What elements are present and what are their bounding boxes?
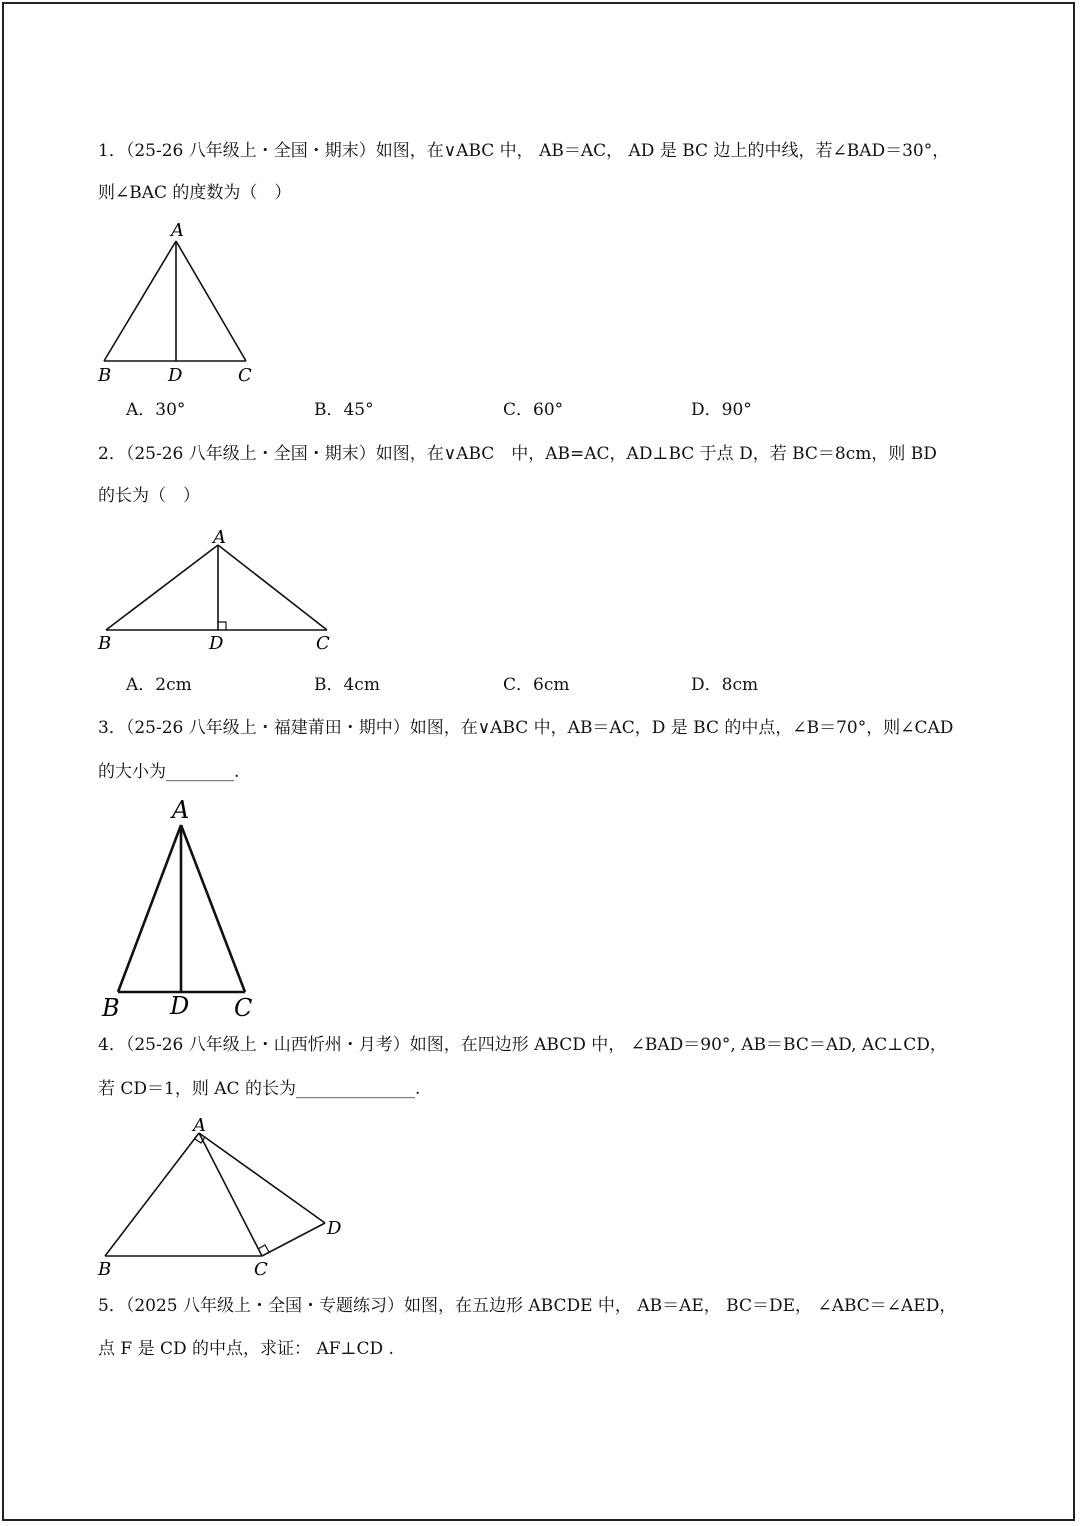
q3-label-c: C xyxy=(234,994,253,1022)
q1-label-c: C xyxy=(238,365,252,386)
q2-label-c: C xyxy=(316,633,330,654)
q4-side-ab xyxy=(105,1133,199,1256)
q5-stem-line1: 5．（2025 八年级上・全国・专题练习）如图，在五边形 ABCDE 中， AB＝AE， BC＝DE， ∠ABC＝∠AED， xyxy=(98,1296,957,1316)
q1-option-a: A．30° xyxy=(126,400,186,420)
q5-stem-line2: 点 F 是 CD 的中点，求证： AF⊥CD . xyxy=(98,1339,394,1359)
q4-side-ad xyxy=(199,1133,325,1223)
q2-option-a: A．2cm xyxy=(126,675,192,695)
q2-option-d: D．8cm xyxy=(691,675,759,695)
q1-stem-line1: 1．（25-26 八年级上・全国・期末）如图，在∨ABC 中， AB＝AC， AD 是 BC 边上的中线，若∠BAD＝30°， xyxy=(98,141,950,161)
q1-label-d: D xyxy=(168,365,183,386)
q4-label-a: A xyxy=(193,1115,206,1136)
q2-label-a: A xyxy=(213,527,226,548)
q1-label-a: A xyxy=(171,220,184,241)
q1-option-d: D．90° xyxy=(691,400,752,420)
q3-stem-line1: 3．（25-26 八年级上・福建莆田・期中）如图，在∨ABC 中，AB＝AC，D 是 BC 的中点，∠B＝70°，则∠CAD xyxy=(98,718,954,738)
q2-label-b: B xyxy=(98,633,112,654)
q4-diagonal-ac xyxy=(199,1133,262,1256)
q1-option-c: C．60° xyxy=(503,400,564,420)
q2-stem-line1: 2．（25-26 八年级上・全国・期末）如图，在∨ABC 中，AB=AC，AD⊥BC 于点 D，若 BC＝8cm，则 BD xyxy=(98,444,937,464)
q4-label-c: C xyxy=(254,1259,268,1280)
q1-label-b: B xyxy=(98,365,112,386)
q4-side-cd xyxy=(262,1223,325,1256)
q2-stem-line2: 的长为（ ） xyxy=(98,486,200,506)
q4-stem-line2: 若 CD＝1，则 AC 的长为______________. xyxy=(98,1079,421,1099)
q4-label-d: D xyxy=(327,1218,342,1239)
q2-option-b: B．4cm xyxy=(314,675,380,695)
q1-stem-line2: 则∠BAC 的度数为（ ） xyxy=(98,183,292,203)
q3-stem-line2: 的大小为________. xyxy=(98,762,240,782)
q2-option-c: C．6cm xyxy=(503,675,570,695)
q4-label-b: B xyxy=(98,1259,112,1280)
q3-label-a: A xyxy=(172,796,190,824)
q2-label-d: D xyxy=(209,633,224,654)
q4-stem-line1: 4．（25-26 八年级上・山西忻州・月考）如图，在四边形 ABCD 中， ∠BAD＝90°, AB＝BC＝AD, AC⊥CD， xyxy=(98,1035,947,1055)
q3-label-d: D xyxy=(170,992,190,1020)
q3-label-b: B xyxy=(102,994,120,1022)
q1-option-b: B．45° xyxy=(314,400,374,420)
